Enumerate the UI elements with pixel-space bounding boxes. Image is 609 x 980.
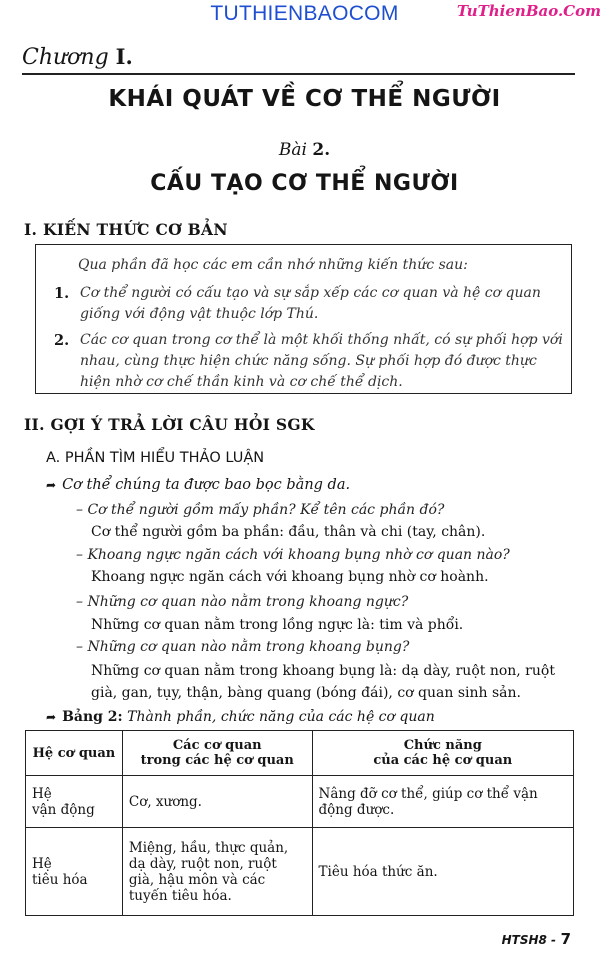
arrow-bullet-icon: ➦ (46, 478, 57, 492)
knowledge-item-2-line-1: Các cơ quan trong cơ thể là một khối thống nhất, có sự phối hợp với (80, 332, 563, 348)
lesson-word: Bài (278, 140, 307, 160)
question-1: – Cơ thể người gồm mấy phần? Kể tên các phần đó? (76, 502, 445, 518)
chapter-divider (22, 73, 575, 75)
knowledge-item-2-line-2: nhau, cùng thực hiện chức năng sống. Sự phối hợp đó được thực (80, 353, 537, 369)
chapter-title: KHÁI QUÁT VỀ CƠ THỂ NGƯỜI (108, 86, 501, 112)
question-2-text: Khoang ngực ngăn cách với khoang bụng nhờ cơ quan nào? (87, 547, 510, 563)
section-1-heading: I. KIẾN THỨC CƠ BẢN (24, 220, 228, 239)
chapter-numeral: I. (115, 44, 133, 69)
table-row (26, 828, 574, 916)
bullet-skin (46, 477, 350, 493)
cell-function: Nâng đỡ cơ thể, giúp cơ thể vận động được. (312, 776, 573, 828)
watermark-right: TuThienBao.Com (456, 2, 601, 20)
cell-system: Hệ tiêu hóa (26, 828, 123, 916)
cell-organs: Cơ, xương. (122, 776, 312, 828)
page-footer (502, 930, 571, 948)
question-1-text: Cơ thể người gồm mấy phần? Kể tên các phần đó? (87, 502, 445, 518)
table-row (26, 776, 574, 828)
cell-system: Hệ vận động (26, 776, 123, 828)
question-4-text: Những cơ quan nào nằm trong khoang bụng? (87, 639, 410, 655)
lesson-label (0, 140, 609, 160)
knowledge-item-2-line-3: hiện nhờ cơ chế thần kinh và cơ chế thể dịch. (80, 374, 403, 390)
question-2: – Khoang ngực ngăn cách với khoang bụng nhờ cơ quan nào? (76, 547, 510, 563)
lesson-title: CẤU TẠO CƠ THỂ NGƯỜI (150, 171, 459, 196)
section-2-heading: II. GỢI Ý TRẢ LỜI CÂU HỎI SGK (24, 415, 315, 434)
table-header-row (26, 731, 574, 776)
cell-organs: Miệng, hầu, thực quản, dạ dày, ruột non, ruột già, hậu môn và các tuyến tiêu hóa. (122, 828, 312, 916)
watermark-left: TUTHIENBAOCOM (210, 2, 399, 25)
header-function: Chức năng của các hệ cơ quan (312, 731, 573, 776)
knowledge-item-1-line-1: Cơ thể người có cấu tạo và sự sắp xếp các cơ quan và hệ cơ quan (80, 285, 541, 301)
question-4: – Những cơ quan nào nằm trong khoang bụng? (76, 639, 410, 655)
page-number: 7 (560, 930, 571, 948)
answer-4-line-1: Những cơ quan nằm trong khoang bụng là: dạ dày, ruột non, ruột (91, 663, 555, 679)
table-caption-text: Thành phần, chức năng của các hệ cơ quan (127, 709, 435, 725)
knowledge-item-1-line-2: giống với động vật thuộc lớp Thú. (80, 306, 319, 322)
question-3: – Những cơ quan nào nằm trong khoang ngực? (76, 594, 409, 610)
knowledge-item-1-number: 1. (54, 285, 70, 302)
organ-systems-table (25, 730, 574, 916)
knowledge-item-2-number: 2. (54, 332, 70, 349)
footer-code: HTSH8 - (501, 933, 557, 947)
answer-1: Cơ thể người gồm ba phần: đầu, thân và chi (tay, chân). (91, 524, 486, 540)
table-caption (46, 709, 435, 725)
bullet-skin-text: Cơ thể chúng ta được bao bọc bằng da. (62, 477, 351, 493)
table-caption-label: Bảng 2: (62, 709, 123, 725)
lesson-number: 2. (312, 140, 331, 160)
question-3-text: Những cơ quan nào nằm trong khoang ngực? (87, 594, 409, 610)
answer-4-line-2: già, gan, tụy, thận, bàng quang (bóng đái), cơ quan sinh sản. (91, 685, 521, 701)
knowledge-intro: Qua phần đã học các em cần nhớ những kiến thức sau: (78, 257, 468, 273)
answer-2: Khoang ngực ngăn cách với khoang bụng nhờ cơ hoành. (91, 569, 489, 585)
answer-3: Những cơ quan nằm trong lồng ngực là: tim và phổi. (91, 617, 464, 633)
chapter-label (22, 44, 133, 70)
header-organs: Các cơ quan trong các hệ cơ quan (122, 731, 312, 776)
cell-function: Tiêu hóa thức ăn. (312, 828, 573, 916)
chapter-word: Chương (22, 45, 109, 70)
arrow-bullet-icon: ➦ (46, 710, 57, 724)
section-2a-heading: A. PHẦN TÌM HIỂU THẢO LUẬN (46, 450, 265, 466)
header-system: Hệ cơ quan (26, 731, 123, 776)
